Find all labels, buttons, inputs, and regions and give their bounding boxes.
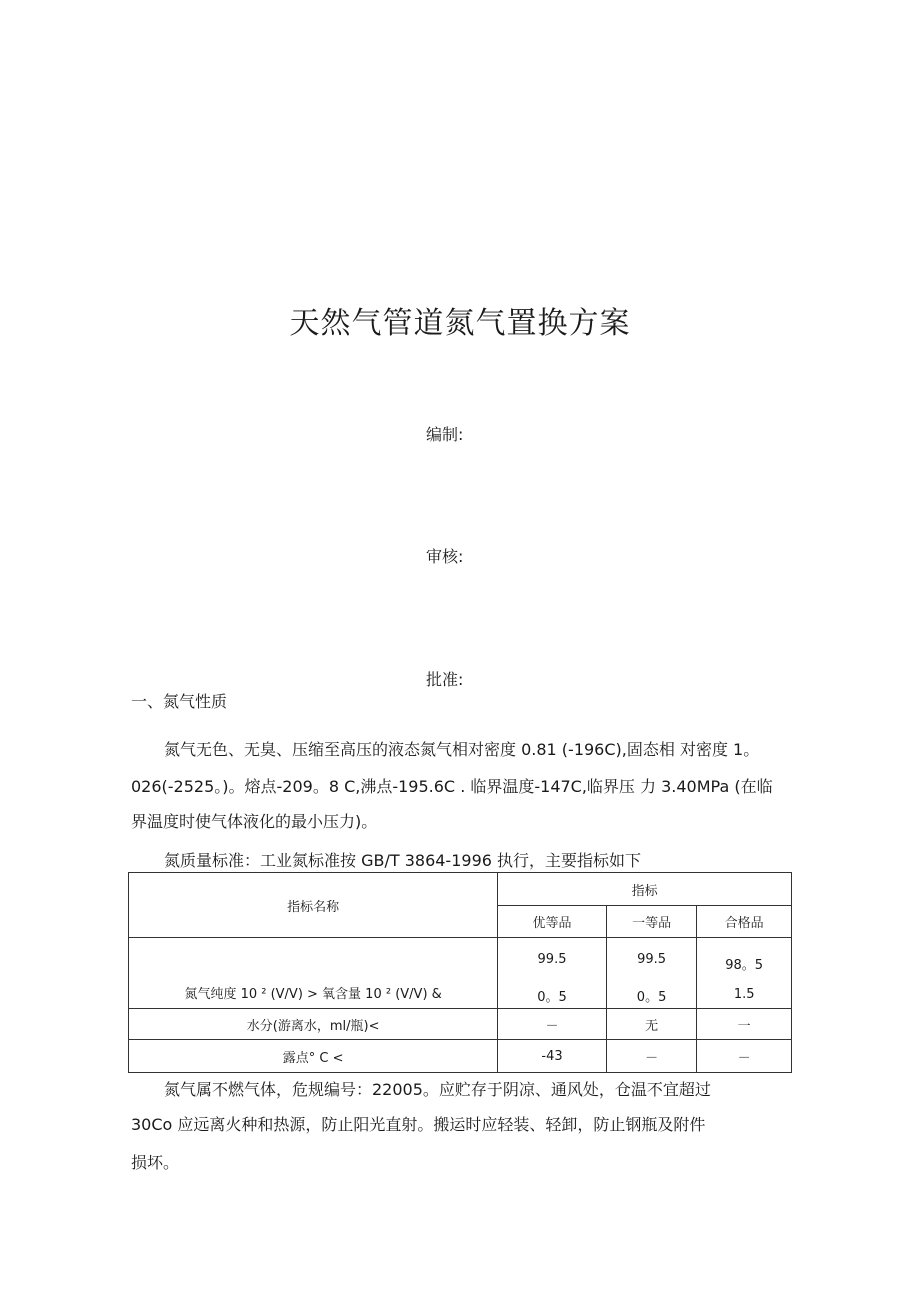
document-title: 天然气管道氮气置换方案 [289, 306, 631, 341]
reviewed-by-label: 审核: [426, 547, 464, 566]
header-grade-premium: 优等品 [498, 906, 607, 938]
dew-point-first: － [606, 1040, 697, 1073]
dew-point-name: 露点° C < [129, 1040, 498, 1073]
section-heading: 一、氮气性质 [131, 692, 228, 711]
header-grade-first: 一等品 [606, 906, 697, 938]
header-grade-qualified: 合格品 [697, 906, 792, 938]
compiled-by-label: 编制: [426, 425, 464, 444]
nitrogen-spec-table [128, 872, 792, 1073]
purity-premium: 99.5 [537, 952, 567, 967]
purity-oxygen-premium-cell [498, 938, 607, 1009]
purity-qualified: 98。5 [725, 958, 764, 973]
water-content-name: 水分(游离水，ml/瓶)< [129, 1009, 498, 1040]
water-premium: － [498, 1009, 607, 1040]
paragraph-line: 氮气无色、无臭、压缩至高压的液态氮气相对密度 0.81 (-196C),固态相 对密度 1。 [164, 740, 760, 759]
purity-oxygen-name-cell [129, 938, 498, 1009]
header-indicator-name: 指标名称 [129, 873, 498, 938]
approved-by-label: 批准: [426, 670, 464, 689]
purity-oxygen-name: 氮气纯度 10 ² (V/V) > 氧含量 10 ² (V/V) & [184, 987, 442, 1002]
header-indicator-group: 指标 [498, 873, 792, 906]
dew-point-qualified: － [697, 1040, 792, 1073]
dew-point-premium: -43 [498, 1040, 607, 1073]
paragraph-line: 界温度时使气体液化的最小压力)。 [131, 812, 378, 831]
paragraph-line: 026(-2525。)。熔点-209。8 C,沸点-195.6C . 临界温度-147C,临界压 力 3.40MPa (在临 [131, 777, 773, 796]
oxygen-qualified: 1.5 [733, 987, 755, 1002]
water-first: 无 [606, 1009, 697, 1040]
paragraph-line: 氮气属不燃气体，危规编号：22005。应贮存于阴凉、通风处，仓温不宜超过 [164, 1080, 711, 1099]
water-qualified: 一 [697, 1009, 792, 1040]
paragraph-line: 损坏。 [131, 1153, 180, 1172]
quality-standard-intro: 氮质量标准：工业氮标准按 GB/T 3864-1996 执行，主要指标如下 [164, 851, 642, 870]
paragraph-line: 30Co 应远离火种和热源，防止阳光直射。搬运时应轻装、轻卸，防止钢瓶及附件 [131, 1115, 706, 1134]
oxygen-premium: 0。5 [537, 990, 567, 1005]
purity-first: 99.5 [637, 952, 667, 967]
purity-oxygen-first-cell [606, 938, 697, 1009]
purity-oxygen-qualified-cell [697, 938, 792, 1009]
oxygen-first: 0。5 [636, 990, 667, 1005]
